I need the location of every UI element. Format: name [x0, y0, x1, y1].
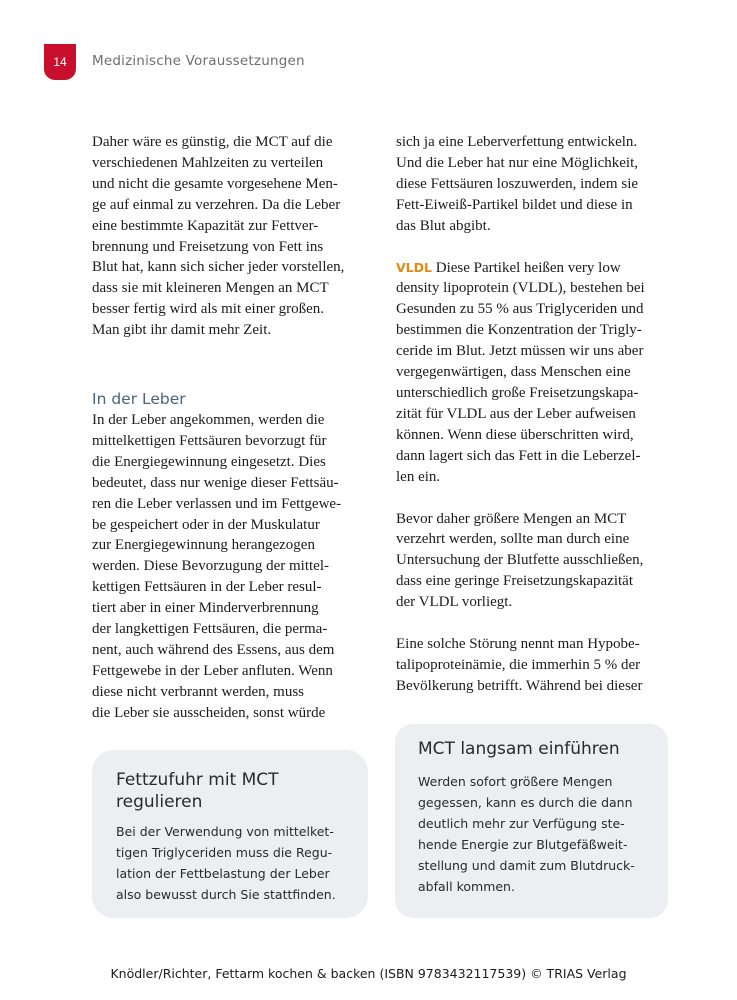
text-line: deutlich mehr zur Verfügung ste-	[418, 816, 625, 831]
text-line: Und die Leber hat nur eine Möglichkeit,	[396, 154, 639, 171]
text-line: diese Fettsäuren loszuwerden, indem sie	[396, 175, 639, 192]
text-line	[396, 258, 696, 279]
text-line: Man gibt ihr damit mehr Zeit.	[92, 322, 272, 339]
text-line: density lipoprotein (VLDL), bestehen bei	[396, 280, 645, 297]
text-line: kettigen Fettsäuren in der Leber resul-	[92, 579, 322, 596]
text-line: werden. Diese Bevorzugung der mittel-	[92, 558, 330, 575]
text-line: dass eine geringe Freisetzungskapazität	[396, 573, 633, 590]
text-line: vergegenwärtigen, dass Menschen eine	[396, 364, 631, 381]
info-box-mct-langsam	[395, 724, 668, 918]
page-number-tab	[44, 44, 76, 80]
text-line: können. Wenn diese überschritten wird,	[396, 426, 634, 443]
text-line: len ein.	[396, 468, 441, 485]
text-line: die Leber sie ausscheiden, sonst würde	[92, 704, 326, 721]
text-line: In der Leber angekommen, werden die	[92, 411, 325, 428]
right-paragraph-2	[396, 258, 696, 488]
text-line: eine bestimmte Kapazität zur Fettver-	[92, 217, 319, 234]
info-box-text	[116, 821, 336, 905]
text-line: Fett-Eiweiß-Partikel bildet und diese in	[396, 196, 633, 213]
text-line: das Blut abgibt.	[396, 217, 491, 234]
text-line: besser fertig wird als mit einer großen.	[92, 301, 325, 318]
vldl-marker: VLDL	[396, 259, 432, 275]
text-fragment: Diese Partikel heißen very low	[431, 259, 621, 276]
text-line: bedeutet, dass nur wenige dieser Fettsäu-	[92, 474, 339, 491]
text-line: verzehrt werden, sollte man durch eine	[396, 531, 630, 548]
title-line: regulieren	[116, 792, 203, 812]
text-line: Blut hat, kann sich sicher jeder vorstellen,	[92, 259, 345, 276]
text-line: der VLDL vorliegt.	[396, 594, 513, 611]
text-line: also bewusst durch Sie stattfinden.	[116, 887, 336, 902]
page-number: 14	[53, 55, 67, 69]
text-line: tiert aber in einer Minderverbrennung	[92, 600, 319, 617]
text-line: unterschiedlich große Freisetzungskapa-	[396, 384, 639, 401]
text-line: dass sie mit kleineren Mengen an MCT	[92, 280, 329, 297]
text-line: brennung und Freisetzung von Fett ins	[92, 238, 324, 255]
right-paragraph-1	[396, 132, 696, 237]
text-line: Gesunden zu 55 % aus Triglyceriden und	[396, 301, 644, 318]
text-line: ren die Leber verlassen und im Fettgewe-	[92, 495, 342, 512]
text-line: lation der Fettbelastung der Leber	[116, 866, 330, 881]
text-line: Eine solche Störung nennt man Hypobe-	[396, 636, 640, 653]
text-line: und nicht die gesamte vorgesehene Men-	[92, 175, 338, 192]
text-line: zität für VLDL aus der Leber aufweisen	[396, 405, 636, 422]
text-line: der langkettigen Fettsäuren, die perma-	[92, 621, 328, 638]
text-line: hende Energie zur Blutgefäßweit-	[418, 837, 628, 852]
text-line: Werden sofort größere Mengen	[418, 774, 613, 789]
text-line: dann lagert sich das Fett in die Leberzel-	[396, 447, 641, 464]
text-line: nent, auch während des Essens, aus dem	[92, 641, 335, 658]
text-line: Fettgewebe in der Leber anfluten. Wenn	[92, 662, 333, 679]
right-paragraph-4	[396, 634, 696, 697]
info-box-title: MCT langsam einführen	[418, 739, 620, 759]
section-heading-leber: In der Leber	[92, 390, 186, 409]
title-line: Fettzufuhr mit MCT	[116, 770, 279, 790]
text-line: Bevölkerung betrifft. Während bei dieser	[396, 677, 643, 694]
right-column	[396, 132, 696, 697]
left-paragraph-2	[92, 410, 372, 724]
text-line: gegessen, kann es durch die dann	[418, 795, 633, 810]
text-line: ceride im Blut. Jetzt müssen wir uns aber	[396, 343, 644, 360]
left-column	[92, 132, 372, 724]
info-box-text	[418, 771, 635, 897]
text-line: talipoproteinämie, die immerhin 5 % der	[396, 656, 641, 673]
right-paragraph-3	[396, 509, 696, 614]
text-line: mittelkettigen Fettsäuren bevorzugt für	[92, 432, 327, 449]
chapter-title: Medizinische Voraussetzungen	[92, 53, 305, 69]
text-line: diese nicht verbrannt werden, muss	[92, 683, 305, 700]
text-line: stellung und damit zum Blutdruck-	[418, 858, 635, 873]
text-line: abfall kommen.	[418, 879, 515, 894]
text-line: verschiedenen Mahlzeiten zu verteilen	[92, 154, 324, 171]
text-line: Bevor daher größere Mengen an MCT	[396, 510, 627, 527]
text-line: be gespeichert oder in der Muskulatur	[92, 516, 320, 533]
text-line: ge auf einmal zu verzehren. Da die Leber	[92, 196, 341, 213]
text-line: zur Energiegewinnung herangezogen	[92, 537, 315, 554]
text-line: Bei der Verwendung von mittelket-	[116, 824, 334, 839]
footer-copyright: Knödler/Richter, Fettarm kochen & backen (ISBN 9783432117539) © TRIAS Verlag	[110, 966, 627, 981]
text-line: Daher wäre es günstig, die MCT auf die	[92, 134, 333, 150]
text-line: bestimmen die Konzentration der Trigly-	[396, 322, 642, 339]
text-line: Untersuchung der Blutfette ausschließen,	[396, 552, 644, 569]
text-line: die Energiegewinnung eingesetzt. Dies	[92, 453, 326, 470]
left-paragraph-1	[92, 132, 372, 341]
text-line: sich ja eine Leberverfettung entwickeln.	[396, 134, 638, 150]
text-line: tigen Triglyceriden muss die Regu-	[116, 845, 333, 860]
info-box-fettzufuhr	[92, 750, 368, 918]
info-box-title	[116, 769, 279, 813]
